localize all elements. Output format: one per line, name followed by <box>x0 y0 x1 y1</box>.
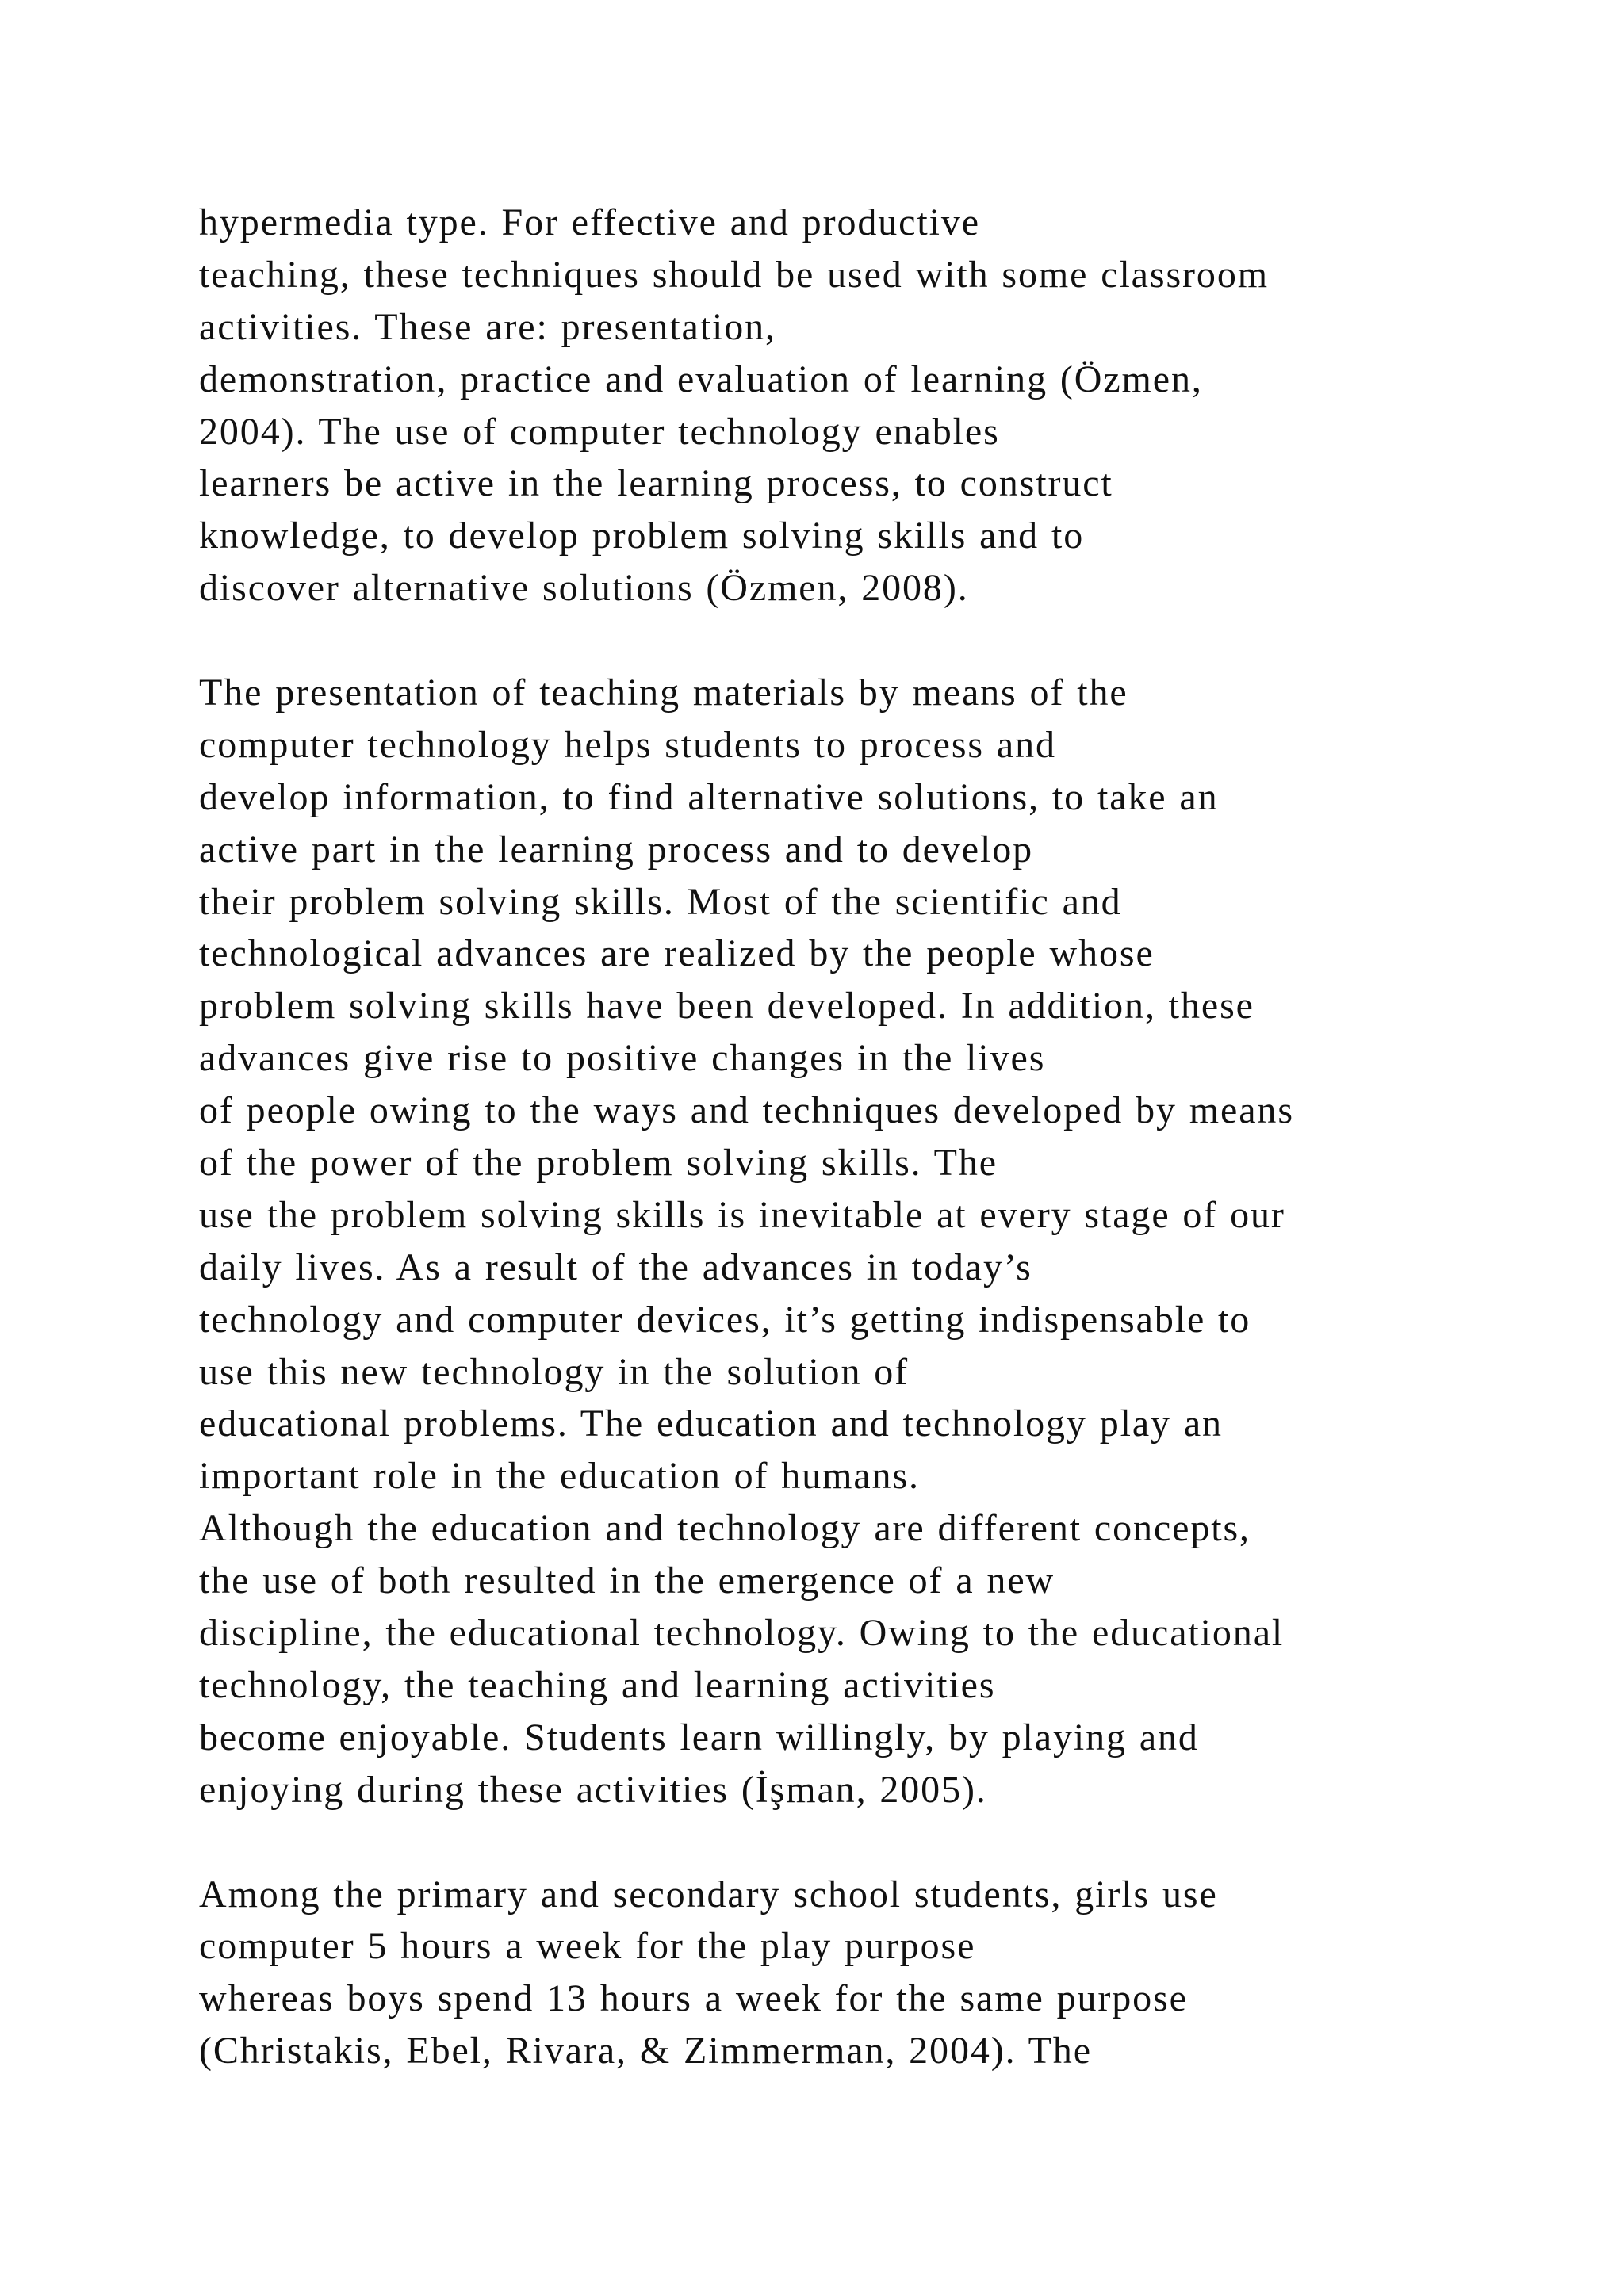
paragraph <box>199 197 1595 614</box>
text-line: problem solving skills have been developed. In addition, these <box>199 985 1254 1027</box>
text-line: daily lives. As a result of the advances in today’s <box>199 1246 1032 1288</box>
text-line: become enjoyable. Students learn willingly, by playing and <box>199 1716 1199 1758</box>
text-line: active part in the learning process and to develop <box>199 828 1033 871</box>
paragraph <box>199 1869 1595 2078</box>
text-line: advances give rise to positive changes in the lives <box>199 1037 1046 1080</box>
text-line: whereas boys spend 13 hours a week for the same purpose <box>199 1977 1188 2020</box>
text-line: the use of both resulted in the emergence of a new <box>199 1559 1055 1602</box>
text-line: important role in the education of humans. <box>199 1455 920 1498</box>
text-line: use the problem solving skills is inevitable at every stage of our <box>199 1193 1285 1236</box>
text-line: develop information, to find alternative solutions, to take an <box>199 775 1219 818</box>
body-text <box>199 197 1595 2077</box>
text-line: technology, the teaching and learning activities <box>199 1663 996 1706</box>
text-line: knowledge, to develop problem solving skills and to <box>199 515 1085 557</box>
text-line: of people owing to the ways and techniques developed by means <box>199 1089 1294 1132</box>
text-line: computer 5 hours a week for the play purpose <box>199 1925 976 1968</box>
text-line: technology and computer devices, it’s getting indispensable to <box>199 1298 1251 1341</box>
text-line: use this new technology in the solution of <box>199 1350 910 1393</box>
text-line: Although the education and technology are different concepts, <box>199 1507 1251 1550</box>
text-line: computer technology helps students to process and <box>199 723 1056 766</box>
text-line: discipline, the educational technology. Owing to the educational <box>199 1612 1285 1655</box>
text-line: their problem solving skills. Most of the scientific and <box>199 880 1122 923</box>
text-line: enjoying during these activities (İşman, 2005). <box>199 1768 987 1811</box>
text-line: of the power of the problem solving skills. The <box>199 1142 998 1184</box>
text-line: The presentation of teaching materials by means of the <box>199 672 1128 714</box>
paragraph <box>199 667 1595 1816</box>
text-line: 2004). The use of computer technology enables <box>199 410 1000 453</box>
text-line: hypermedia type. For effective and productive <box>199 201 980 243</box>
text-line: activities. These are: presentation, <box>199 305 776 348</box>
paragraph-gap <box>199 614 1595 667</box>
text-line: learners be active in the learning process, to construct <box>199 462 1113 505</box>
text-line: technological advances are realized by the people whose <box>199 932 1155 975</box>
text-line: educational problems. The education and technology play an <box>199 1402 1223 1445</box>
text-line: (Christakis, Ebel, Rivara, & Zimmerman, 2004). The <box>199 2030 1092 2072</box>
paragraph-gap <box>199 1816 1595 1869</box>
text-line: Among the primary and secondary school students, girls use <box>199 1873 1218 1915</box>
text-line: teaching, these techniques should be used with some classroom <box>199 253 1269 296</box>
text-line: demonstration, practice and evaluation of learning (Özmen, <box>199 358 1203 400</box>
text-line: discover alternative solutions (Özmen, 2008). <box>199 567 969 610</box>
